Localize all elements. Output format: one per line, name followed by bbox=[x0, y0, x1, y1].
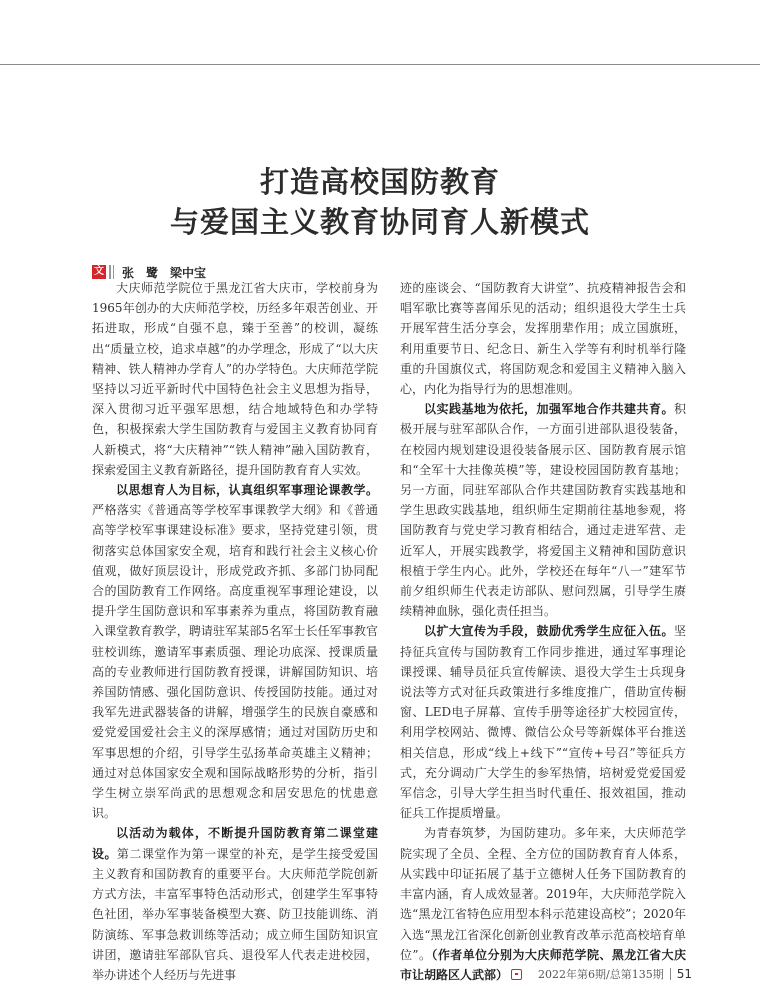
page-number: 51 bbox=[676, 967, 692, 981]
paragraph-body: 第二课堂作为第一课堂的补充，是学生接受爱国主义教育和国防教育的重要平台。大庆师范学院创新方式方法，丰富军事特色活动形式，创建学生军事特色社团，举办军事装备模型大赛、防卫技能训练、消防演练、军事急救训练等活动；成立师生国防知识宣讲团，邀请驻军部队官兵、退役军人代表走进校园，举办讲述个人经历与先进事 bbox=[92, 846, 378, 982]
issue-info: 2022年第6期/总第135期 bbox=[538, 968, 664, 981]
paragraph-second-classroom bbox=[92, 823, 378, 985]
header-rule bbox=[0, 64, 760, 65]
footer-divider bbox=[670, 968, 671, 980]
wen-badge-icon: 文 bbox=[94, 266, 104, 277]
author-affiliation-note: （作者单位分别为大庆师范学院、黑龙江省大庆市让胡路区人武部） bbox=[400, 947, 686, 982]
paragraph-body: 积极开展与驻军部队合作，一方面引进部队退役装备，在校园内规划建设退役装备展示区、国防教育展示馆和“全军十大挂像英模”等，建设校园国防教育基地；另一方面，同驻军部队合作共建国防教育实践基地和学生思政实践基地，组织师生定期前往基地参观，将国防教育与党史学习教育相结合，通过走进军营、走近军人，开展实践教学，将爱国主义精神和国防意识根植于学生内心。此外，学校还在每年“八一”建军节前夕组织师生代表走访部队、慰问烈属，引导学生赓续精神血脉，强化责任担当。 bbox=[400, 402, 686, 619]
paragraph-recruitment bbox=[400, 621, 686, 823]
lead-sentence: 以实践基地为依托，加强军地合作共建共育。 bbox=[424, 402, 674, 417]
end-mark-icon bbox=[511, 969, 522, 980]
paragraph-body: 坚持征兵宣传与国防教育工作同步推进，通过军事理论课授课、辅导员征兵宣传解读、退役大学生士兵现身说法等方式对征兵政策进行多维度推广，借助宣传橱窗、LED电子屏幕、宣传手册等途径扩大校园宣传，利用学校网站、微博、微信公众号等新媒体平台推送相关信息，形成“线上+线下”“宣传+号召”等征兵方式，充分调动广大学生的参军热情，培树爱党爱国爱军信念，引导大学生担当时代重任、报效祖国，推动征兵工作提质增量。 bbox=[400, 624, 686, 821]
byline-divider-thin bbox=[113, 265, 114, 279]
paragraph-theory-teaching bbox=[92, 480, 378, 823]
paragraph-body: 为青春筑梦，为国防建功。多年来，大庆师范学院实现了全员、全程、全方位的国防教育育人体系，从实践中印证拓展了基于立德树人任务下国防教育的丰富内涵，育人成效显著。2019年，大庆师范学院入选“黑龙江省特色应用型本科示范建设高校”；2020年入选“黑龙江省深化创新创业教育改革示范高校培育单位”。 bbox=[400, 826, 686, 962]
lead-sentence: 以活动为载体，不断提升国防教育第二课堂建设。 bbox=[92, 826, 378, 861]
right-column bbox=[400, 278, 686, 985]
paragraph-continuation: 迹的座谈会、“国防教育大讲堂”、抗疫精神报告会和唱军歌比赛等喜闻乐见的活动；组织退役大学生士兵开展军营生活分享会，发挥朋辈作用；成立国旗班，利用重要节日、纪念日、新生入学等有利时机举行隆重的升国旗仪式，将国防观念和爱国主义精神入脑入心，内化为指导行为的思想准则。 bbox=[400, 281, 686, 397]
author-names: 张 鹭 梁中宝 bbox=[122, 265, 207, 280]
paragraph-practice-base bbox=[400, 399, 686, 621]
intro-paragraph: 大庆师范学院位于黑龙江省大庆市，学校前身为1965年创办的大庆师范学校，历经多年艰苦创业、开拓进取，形成“自强不息，臻于至善”的校训，凝练出“质量立校，追求卓越”的办学理念，形成了“以大庆精神、铁人精神办学育人”的办学特色。大庆师范学院坚持以习近平新时代中国特色社会主义思想为指导，深入贯彻习近平强军思想，结合地域特色和办学特色，积极探索大学生国防教育与爱国主义教育协同育人新模式，将“大庆精神”“铁人精神”融入国防教育，探索爱国主义教育新路径，提升国防教育育人实效。 bbox=[92, 281, 378, 477]
paragraph-conclusion bbox=[400, 823, 686, 985]
left-column bbox=[92, 278, 378, 985]
lead-sentence: 以扩大宣传为手段，鼓励优秀学生应征入伍。 bbox=[424, 624, 674, 639]
page-footer bbox=[538, 966, 692, 982]
article-title-line-1: 打造高校国防教育 bbox=[259, 165, 500, 199]
paragraph-body: 严格落实《普通高等学校军事课教学大纲》和《普通高等学校军事课建设标准》要求，坚持党建引领，贯彻落实总体国家安全观，培育和践行社会主义核心价值观，做好顶层设计，形成党政齐抓、多部门协同配合的国防教育工作网络。高度重视军事理论建设，以提升学生国防意识和军事素养为重点，将国防教育融入课堂教育教学，聘请驻军某部5名军士长任军事教官驻校训练，邀请军事素质强、理论功底深、授课质量高的专业教师进行国防教育授课，讲解国防知识、培养国防情感、强化国防意识、传授国防技能。通过对我军先进武器装备的讲解，增强学生的民族自豪感和爱党爱国爱社会主义的深厚感情；通过对国防历史和军事思想的介绍，引导学生弘扬革命英雄主义精神；通过对总体国家安全观和国际战略形势的分析，指引学生树立崇军尚武的思想观念和居安思危的忧患意识。 bbox=[92, 503, 378, 821]
article-title-line-2: 与爱国主义教育协同育人新模式 bbox=[169, 205, 590, 239]
byline-divider bbox=[109, 265, 111, 279]
lead-sentence: 以思想育人为目标，认真组织军事理论课教学。 bbox=[116, 483, 378, 498]
